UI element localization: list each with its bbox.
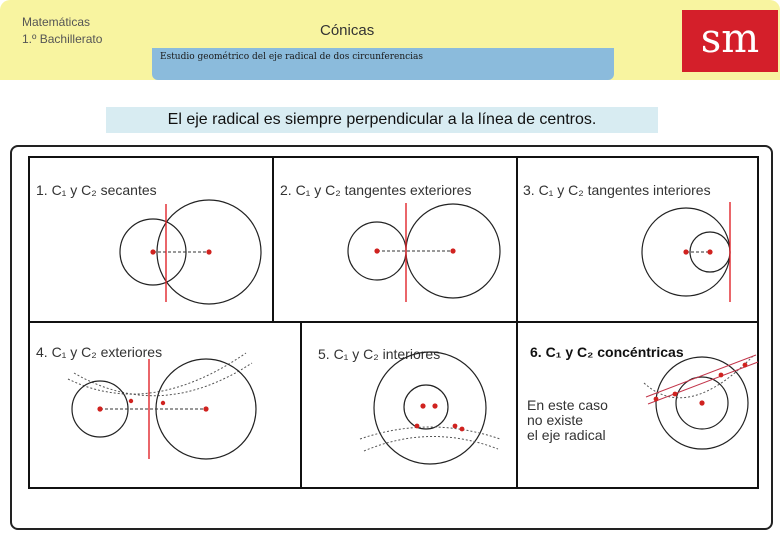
panel-2-label: 2. C₁ y C₂ tangentes exteriores [280,182,472,198]
subtitle-bar [152,48,614,80]
diagram-concentric-circles [518,323,759,487]
center-point [203,406,208,411]
center-point [374,248,379,253]
course-info [22,14,102,48]
intersection-point [453,424,458,429]
center-point [432,403,437,408]
panel-1-label: 1. C₁ y C₂ secantes [36,182,157,198]
center-point [683,249,688,254]
panel-5-label: 5. C₁ y C₂ interiores [318,346,441,362]
center-point [97,406,102,411]
note-line: En este caso [527,397,608,413]
panel-6-label: 6. C₁ y C₂ concéntricas [530,344,684,360]
course-label: 1.º Bachillerato [22,32,103,46]
circle-c1 [374,352,486,464]
center-point [420,403,425,408]
note-line: no existe [527,412,584,428]
center-point [699,400,704,405]
intersection-point [460,427,465,432]
diagram-grid [28,156,759,489]
slide-subtitle: Estudio geométrico del eje radical de dos circunferencias [160,52,424,62]
diagram-external-circles [30,323,300,487]
center-point [206,249,211,254]
page-title: Cónicas [320,22,375,39]
panel-4-label: 4. C₁ y C₂ exteriores [36,344,163,360]
panel-3-label: 3. C₁ y C₂ tangentes interiores [523,182,711,198]
diagram-external-tangent-circles [274,158,516,321]
center-point [450,248,455,253]
sm-logo: sm [682,10,778,72]
intersection-point [719,373,724,378]
intersection-point [654,397,659,402]
intersection-point [161,401,165,405]
diagram-internal-tangent-circles [518,158,759,321]
intersection-point [415,424,420,429]
circle-c2 [404,385,448,429]
center-point [150,249,155,254]
intersection-point [743,363,748,368]
auxiliary-circle-arc [364,436,498,451]
center-point [707,249,712,254]
diagram-internal-circles [302,323,516,487]
subject-label: Matemáticas [22,15,91,29]
auxiliary-circle-arc [68,353,246,394]
intersection-point [673,392,678,397]
note-line: el eje radical [527,427,606,443]
diagram-secant-circles [30,158,272,321]
statement-box: El eje radical es siempre perpendicular a la línea de centros. [106,107,658,133]
intersection-point [129,399,133,403]
auxiliary-line [648,362,758,404]
